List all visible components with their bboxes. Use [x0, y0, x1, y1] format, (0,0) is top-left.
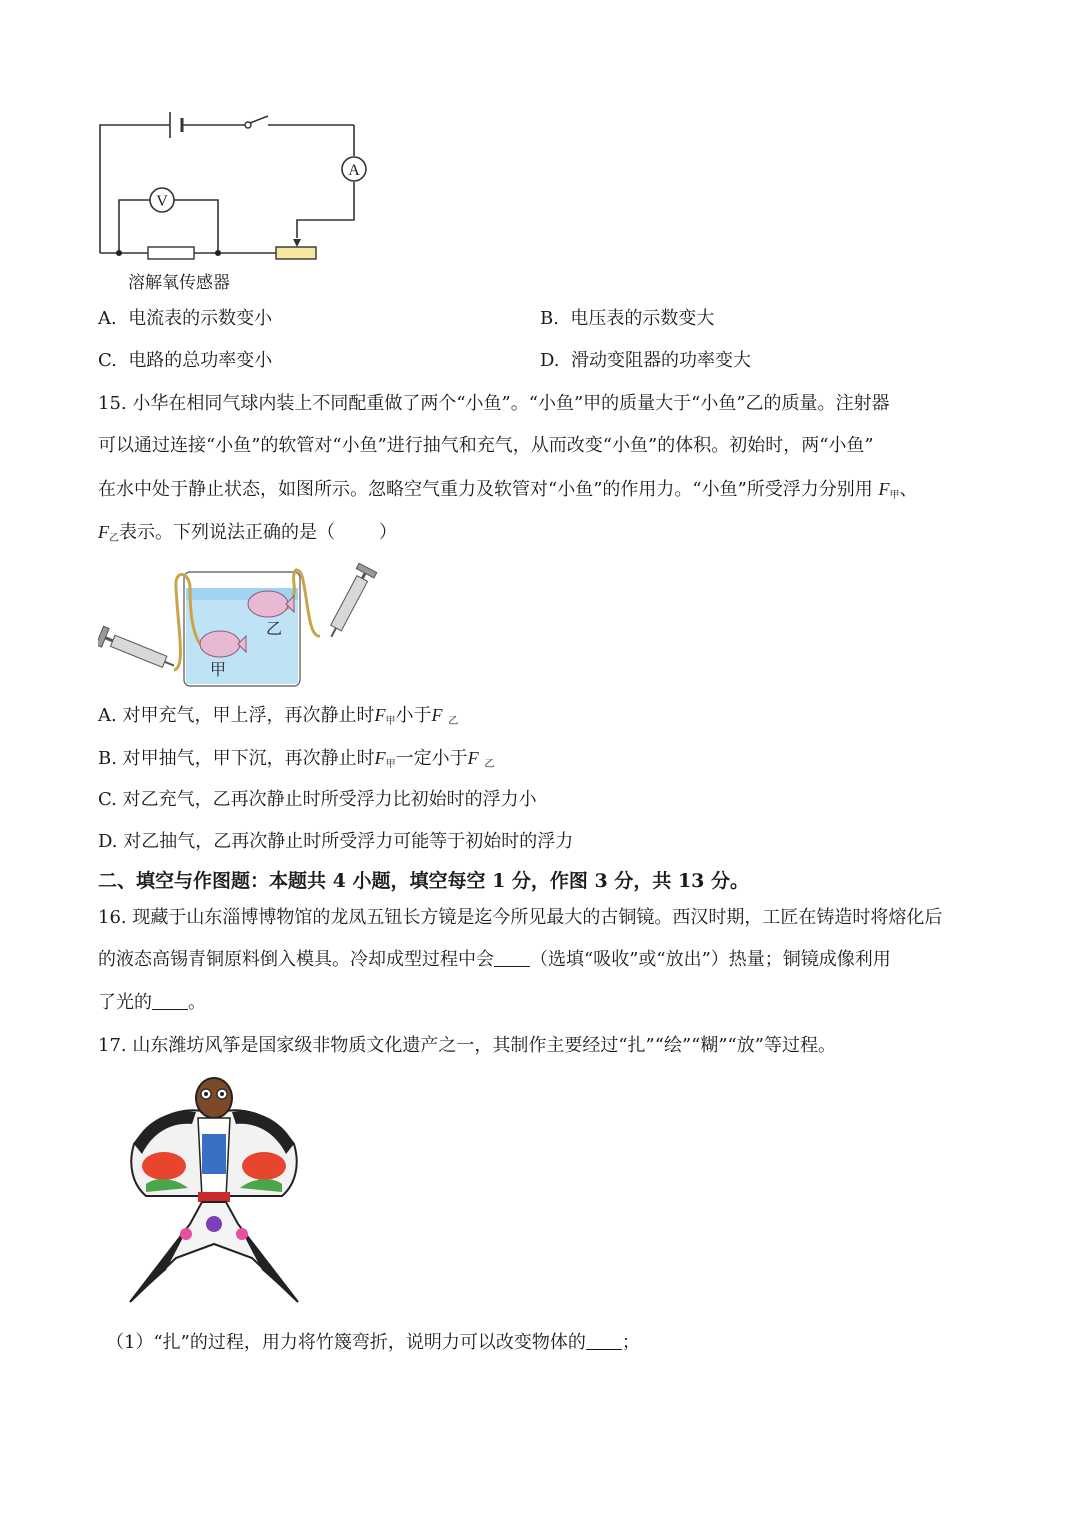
- sensor-resistor: [148, 247, 194, 259]
- q17-sub-1: （1）“扎”的过程，用力将竹篾弯折，说明力可以改变物体的 ；: [106, 1332, 640, 1353]
- rheostat-slider-arrow: [293, 239, 301, 247]
- q15-line-3: 在水中处于静止状态，如图所示。忽略空气重力及软管对“小鱼”的作用力。“小鱼”所受浮力分别用 $F_甲$、: [98, 479, 918, 501]
- fish-label-jia: 甲: [210, 660, 227, 679]
- q15-option-c: C. 对乙充气，乙再次静止时所受浮力比初始时的浮力小: [98, 789, 537, 810]
- q15-line-1: 15. 小华在相同气球内装上不同配重做了两个“小鱼”。“小鱼”甲的质量大于“小鱼”乙的质量。注射器: [98, 393, 890, 414]
- syringe-right: [322, 563, 376, 641]
- q16-line-2: 的液态高锡青铜原料倒入模具。冷却成型过程中会 （选填“吸收”或“放出”）热量；铜镜成像利用: [98, 949, 891, 970]
- voltmeter-label: V: [156, 193, 168, 210]
- answer-blank[interactable]: [494, 950, 530, 967]
- fish-yi: [248, 591, 288, 617]
- sensor-caption: 溶解氧传感器: [128, 273, 230, 293]
- rheostat: [276, 247, 316, 259]
- option-c: C. 电路的总功率变小: [98, 350, 273, 371]
- q16-line-3: 了光的 。: [98, 992, 206, 1013]
- kite-image: [126, 1074, 302, 1310]
- junction-dot: [215, 250, 221, 256]
- ammeter-label: A: [348, 162, 360, 179]
- fish-jia: [200, 631, 240, 657]
- option-b: B. 电压表的示数变大: [540, 308, 715, 329]
- junction-dot: [116, 250, 122, 256]
- option-a: A. 电流表的示数变小: [98, 308, 273, 329]
- q15-line-2: 可以通过连接“小鱼”的软管对“小鱼”进行抽气和充气，从而改变“小鱼”的体积。初始时，两“小鱼”: [98, 435, 874, 456]
- fish-label-yi: 乙: [266, 619, 283, 638]
- syringe-left: [98, 626, 178, 675]
- switch-lever: [250, 116, 268, 123]
- q17-line-1: 17. 山东潍坊风筝是国家级非物质文化遗产之一，其制作主要经过“扎”“绘”“糊”“放”等过程。: [98, 1035, 836, 1056]
- option-d: D. 滑动变阻器的功率变大: [540, 350, 751, 371]
- q15-option-b: B. 对甲抽气，甲下沉，再次静止时$F_甲$一定小于F $_乙$: [98, 748, 495, 770]
- q15-line-4: $F_乙$表示。下列说法正确的是（ ）: [98, 522, 397, 544]
- answer-blank[interactable]: [586, 1333, 622, 1350]
- fish-syringe-figure: [98, 558, 380, 690]
- answer-blank[interactable]: [152, 993, 188, 1010]
- q15-option-a: A. 对甲充气，甲上浮，再次静止时$F_甲$小于F $_乙$: [98, 705, 459, 727]
- section-heading: 二、填空与作图题：本题共 4 小题，填空每空 1 分，作图 3 分，共 13 分。: [98, 870, 750, 892]
- q16-line-1: 16. 现藏于山东淄博博物馆的龙凤五钮长方镜是迄今所见最大的古铜镜。西汉时期，工匠在铸造时将熔化后: [98, 907, 943, 928]
- q15-option-d: D. 对乙抽气，乙再次静止时所受浮力可能等于初始时的浮力: [98, 831, 574, 852]
